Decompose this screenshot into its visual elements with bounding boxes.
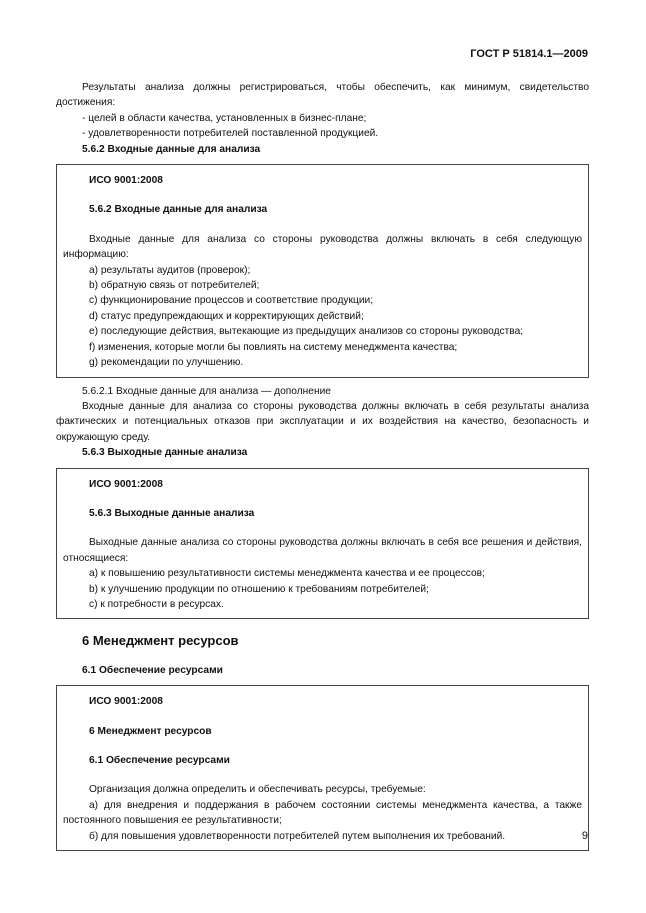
box-paragraph: Организация должна определить и обеспечивать ресурсы, требуемые: — [89, 784, 426, 796]
box-list-item: b) обратную связь от потребителей; — [89, 280, 260, 292]
box-list-item: а) для внедрения и поддержания в рабочем состоянии системы менеджмента качества, а также постоянного повышения ее результативности; — [63, 799, 582, 827]
box-list-item: a) результаты аудитов (проверок); — [89, 264, 251, 276]
box-list-item: c) к потребности в ресурсах. — [89, 598, 224, 610]
page-content — [56, 80, 589, 857]
section-6-heading: 6 Менеджмент ресурсов — [82, 633, 239, 649]
box-list-item: a) к повышению результативности системы менеджмента качества и ее процессов; — [89, 568, 485, 580]
section-5621-paragraph: Входные данные для анализа со стороны руководства должны включать в себя результаты анализа фактических и потенциальных отказов при эксплуатации и их воздействия на качество, безопасность и окружающую среду. — [56, 400, 589, 443]
box-list-item: d) статус предупреждающих и корректирующих действий; — [89, 310, 364, 322]
section-61-title: 6.1 Обеспечение ресурсами — [82, 664, 223, 676]
section-562-title: 5.6.2 Входные данные для анализа — [82, 143, 261, 155]
box-list-item: b) к улучшению продукции по отношению к требованиям потребителей; — [89, 583, 429, 595]
box-title: 6 Менеджмент ресурсов — [89, 725, 212, 737]
intro-paragraph: Результаты анализа должны регистрироваться, чтобы обеспечить, как минимум, свидетельство достижения: — [56, 82, 589, 109]
document-header: ГОСТ Р 51814.1—2009 — [470, 48, 588, 60]
section-563-title: 5.6.3 Выходные данные анализа — [82, 447, 248, 459]
iso-label: ИСО 9001:2008 — [89, 478, 163, 490]
box-list-item: e) последующие действия, вытекающие из предыдущих анализов со стороны руководства; — [89, 326, 524, 338]
box-subtitle: 6.1 Обеспечение ресурсами — [89, 755, 230, 766]
iso-box-563 — [56, 468, 589, 620]
box-paragraph: Выходные данные анализа со стороны руководства должны включать в себя все решения и действия, относящиеся: — [63, 537, 582, 564]
iso-box-6 — [56, 685, 589, 851]
box-paragraph: Входные данные для анализа со стороны руководства должны включать в себя следующую информацию: — [63, 233, 582, 261]
box-list-item: c) функционирование процессов и соответствие продукции; — [89, 295, 374, 307]
box-title: 5.6.3 Выходные данные анализа — [89, 507, 255, 519]
box-list-item: g) рекомендации по улучшению. — [89, 357, 244, 369]
section-5621-title: 5.6.2.1 Входные данные для анализа — дополнение — [82, 385, 331, 397]
box-list-item: f) изменения, которые могли бы повлиять на систему менеджмента качества; — [89, 341, 458, 353]
box-list-item: б) для повышения удовлетворенности потребителей путем выполнения их требований. — [89, 830, 506, 842]
intro-item: - удовлетворенности потребителей поставленной продукцией. — [82, 128, 379, 140]
iso-label: ИСО 9001:2008 — [89, 175, 163, 187]
iso-box-562 — [56, 164, 589, 377]
intro-item: - целей в области качества, установленных в бизнес-плане; — [82, 112, 367, 124]
iso-label: ИСО 9001:2008 — [89, 696, 163, 708]
page-number: 9 — [581, 830, 588, 842]
box-title: 5.6.2 Входные данные для анализа — [89, 204, 268, 216]
